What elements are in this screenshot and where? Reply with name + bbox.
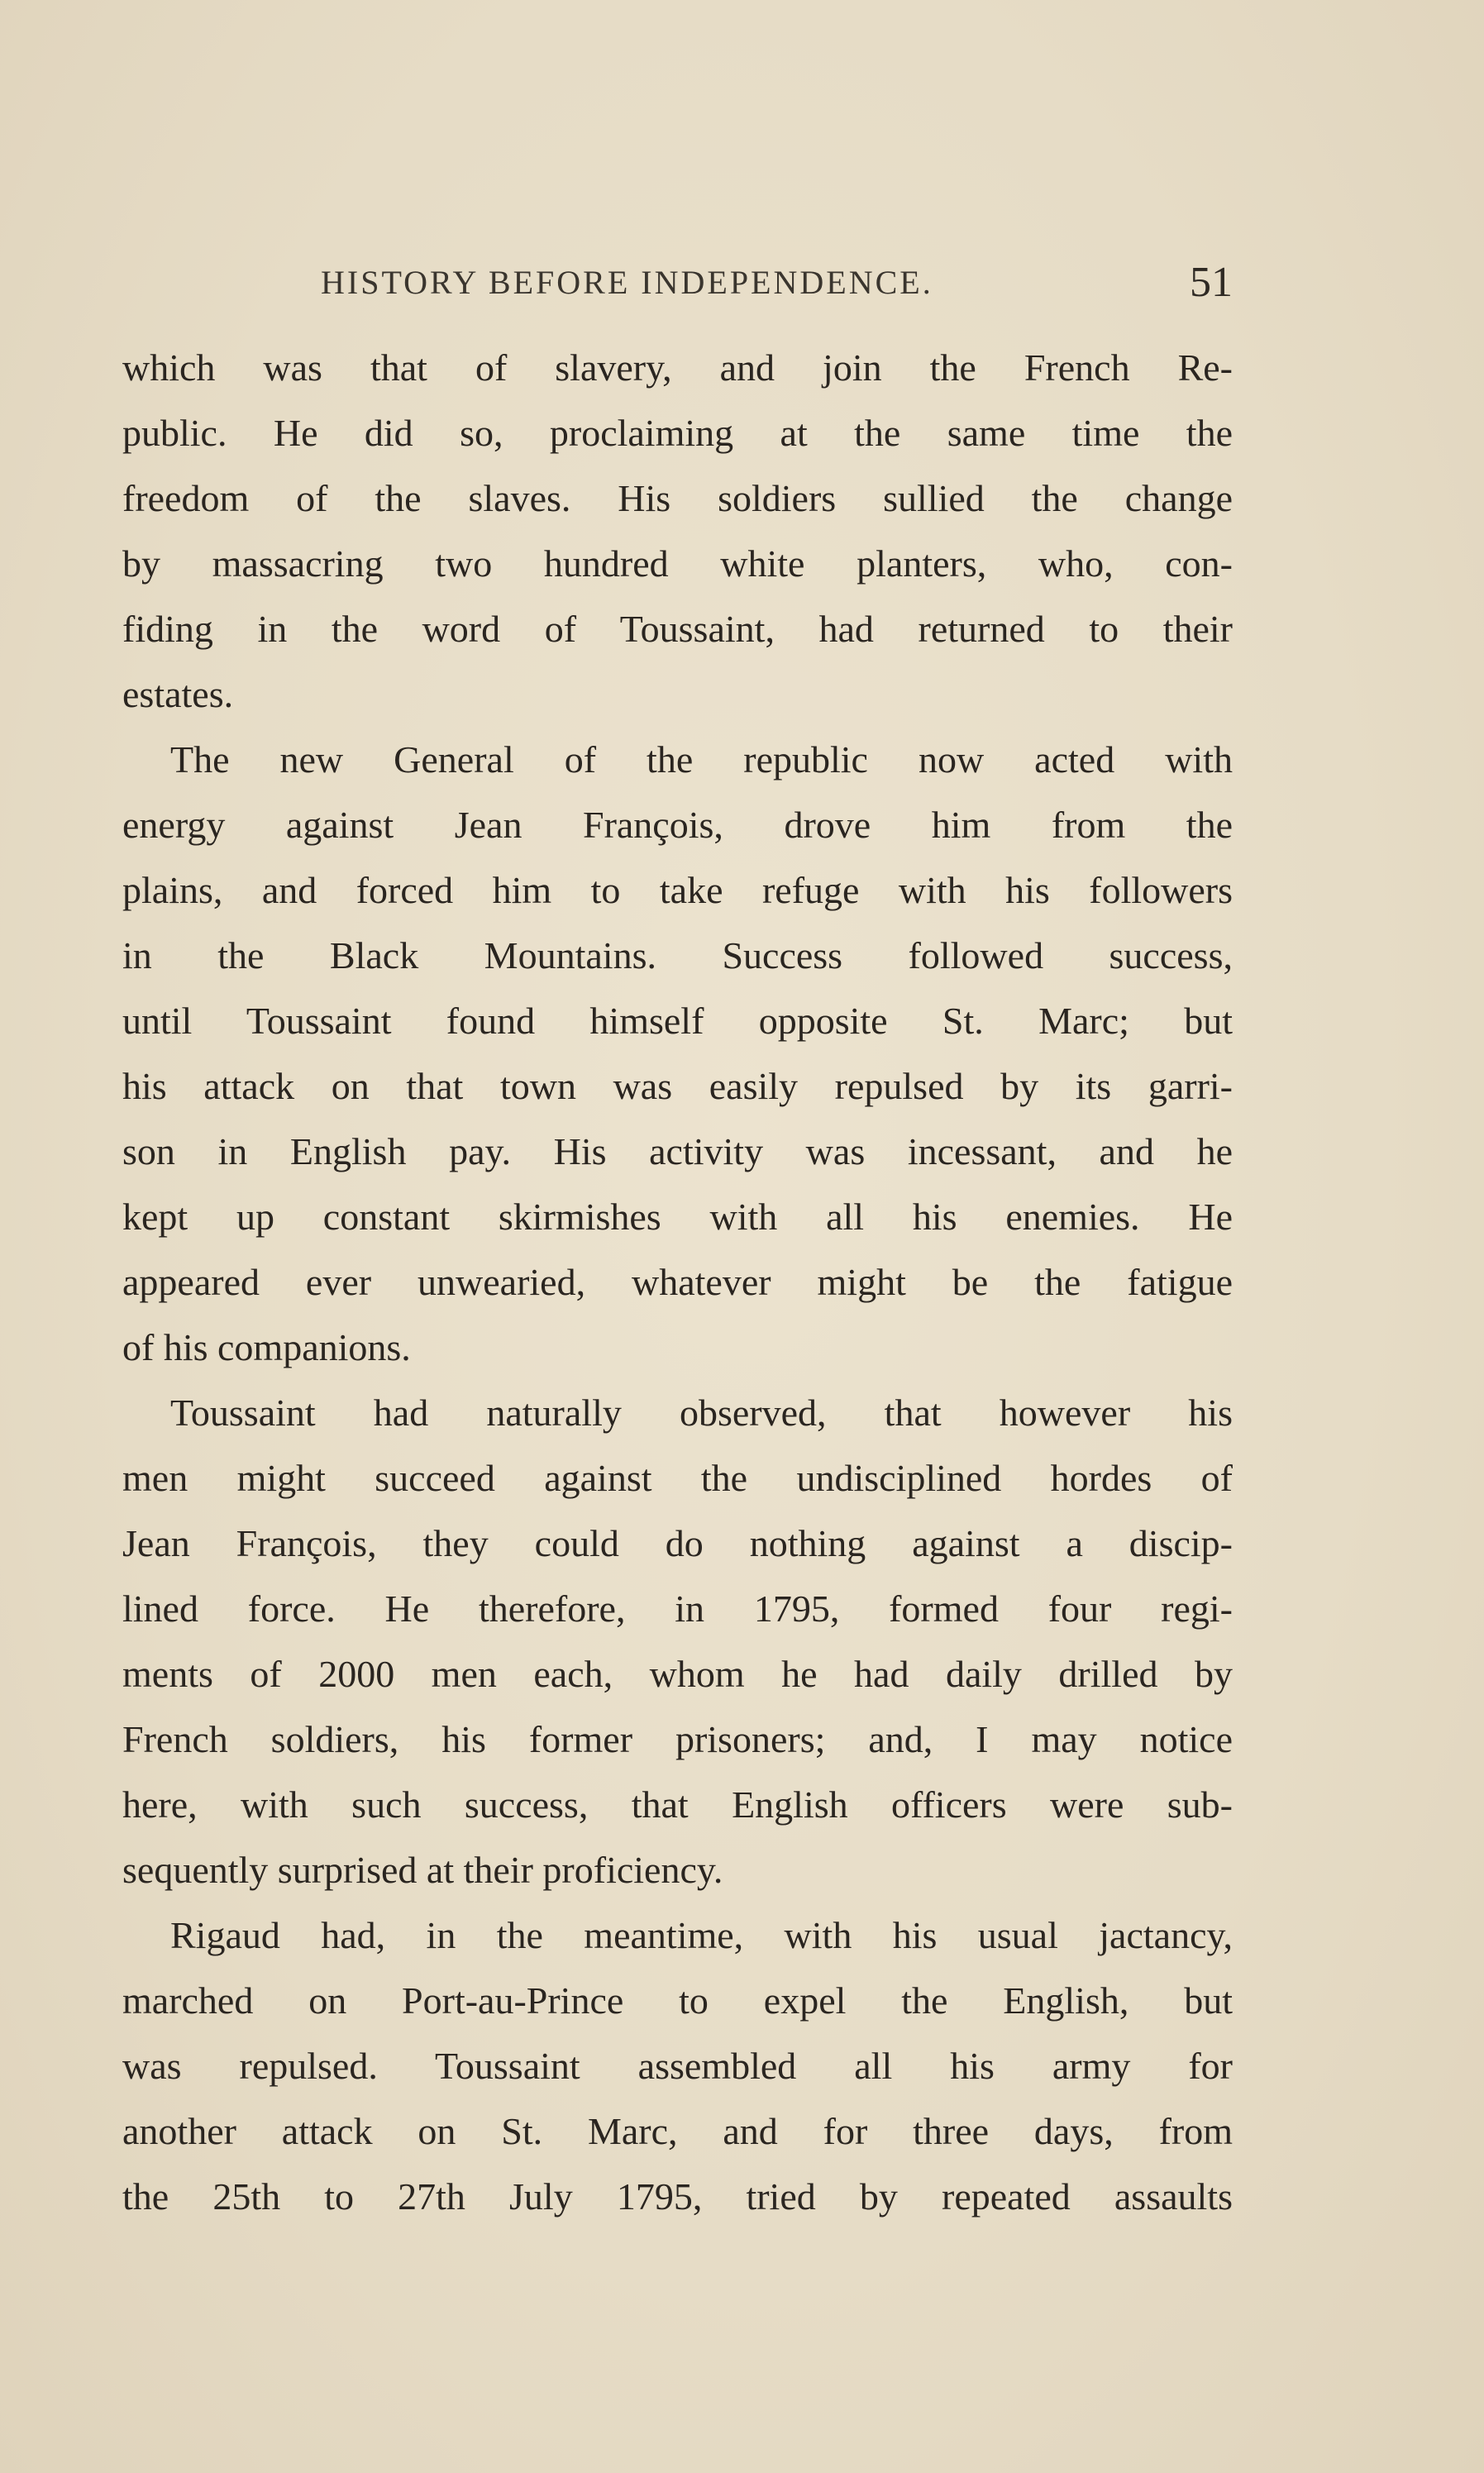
text-line: Rigaud had, in the meantime, with his usual jactancy, <box>170 1914 1233 1956</box>
text-line: until Toussaint found himself opposite St. Marc; but <box>122 1000 1233 1042</box>
text-line: of his companions. <box>122 1326 411 1368</box>
text-line: energy against Jean François, drove him from the <box>122 804 1233 846</box>
text-line: kept up constant skirmishes with all his enemies. He <box>122 1196 1233 1238</box>
text-line: here, with such success, that English officers were sub- <box>122 1783 1233 1826</box>
text-line: French soldiers, his former prisoners; and, I may notice <box>122 1718 1233 1760</box>
text-line: fiding in the word of Toussaint, had returned to their <box>122 608 1233 650</box>
text-line: marched on Port-au-Prince to expel the English, but <box>122 1979 1233 2022</box>
text-line: son in English pay. His activity was incessant, and he <box>122 1130 1233 1172</box>
text-line: in the Black Mountains. Success followed success, <box>122 934 1233 976</box>
paragraph <box>122 1902 1233 2229</box>
text-line: his attack on that town was easily repulsed by its garri- <box>122 1065 1233 1107</box>
text-line: sequently surprised at their proficiency. <box>122 1849 723 1891</box>
text-line: ments of 2000 men each, whom he had daily drilled by <box>122 1653 1233 1695</box>
text-line: Toussaint had naturally observed, that however his <box>170 1392 1233 1434</box>
text-line: plains, and forced him to take refuge with his followers <box>122 869 1233 911</box>
body-text <box>122 335 1233 2229</box>
running-head <box>122 258 1233 308</box>
text-line: was repulsed. Toussaint assembled all his army for <box>122 2045 1233 2087</box>
text-line: lined force. He therefore, in 1795, formed four regi- <box>122 1587 1233 1630</box>
running-title: HISTORY BEFORE INDEPENDENCE. <box>321 264 933 301</box>
text-line: estates. <box>122 673 234 715</box>
page-number: 51 <box>1190 259 1233 306</box>
text-line: Jean François, they could do nothing against a discip- <box>122 1522 1233 1564</box>
text-line: public. He did so, proclaiming at the same time the <box>122 412 1233 454</box>
text-line: by massacring two hundred white planters, who, con- <box>122 542 1233 585</box>
text-line: The new General of the republic now acted with <box>170 738 1233 781</box>
paragraph <box>122 1380 1233 1902</box>
text-line: the 25th to 27th July 1795, tried by repeated assaults <box>122 2175 1233 2218</box>
paragraph <box>122 727 1233 1380</box>
text-line: which was that of slavery, and join the French Re- <box>122 346 1233 389</box>
text-line: freedom of the slaves. His soldiers sullied the change <box>122 477 1233 519</box>
text-line: men might succeed against the undisciplined hordes of <box>122 1457 1233 1499</box>
text-line: another attack on St. Marc, and for three days, from <box>122 2110 1233 2152</box>
text-line: appeared ever unwearied, whatever might be the fatigue <box>122 1261 1233 1303</box>
paragraph <box>122 335 1233 727</box>
